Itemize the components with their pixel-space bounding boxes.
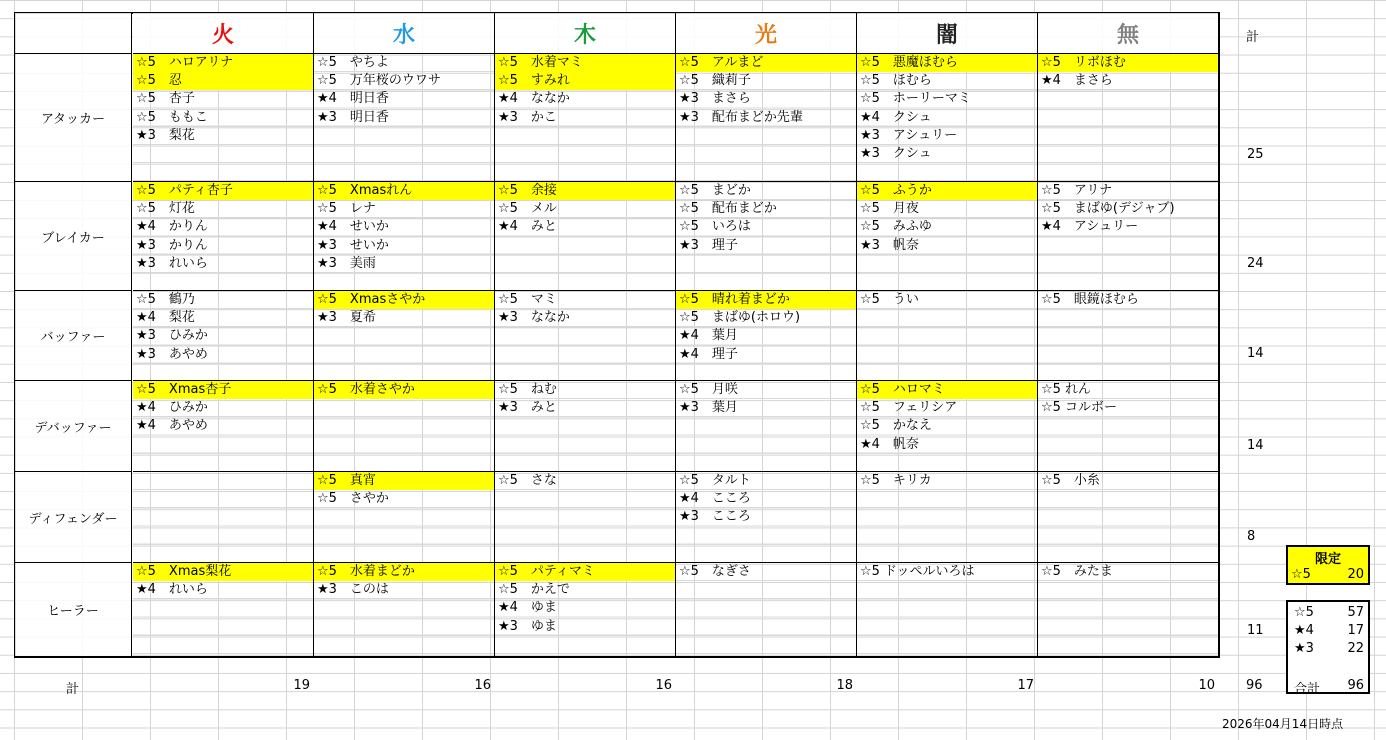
character-entry: ★3 れいら — [136, 255, 208, 271]
character-entry: ★4 こころ — [679, 491, 751, 507]
roster-cell — [314, 291, 495, 381]
character-entry: ★4 梨花 — [136, 310, 195, 326]
roster-cell — [133, 472, 314, 563]
character-entry: ★4 理子 — [679, 346, 738, 362]
roster-cell — [495, 381, 676, 472]
character-entry: ☆5 ハロアリナ — [133, 54, 313, 72]
as-of-date: 2026年04月14日時点 — [1222, 717, 1344, 731]
character-entry: ★4 ゆま — [498, 600, 557, 616]
character-entry: ★4 アシュリー — [1041, 219, 1139, 235]
character-entry: ★3 せいか — [317, 237, 389, 253]
roster-cell — [857, 54, 1038, 182]
attribute-total: 18 — [836, 678, 853, 693]
role-header: ヒーラー — [15, 563, 132, 657]
summary-total-count: 96 — [1347, 678, 1364, 693]
summary-total-label: 合計 — [1294, 682, 1321, 697]
character-entry: ☆5 アルまど — [676, 54, 856, 72]
character-entry: ☆5 まどか — [679, 183, 751, 198]
roster-cell — [857, 563, 1038, 657]
summary-count: 57 — [1347, 605, 1364, 620]
roster-cell — [676, 182, 857, 291]
character-entry: ★4 葉月 — [679, 328, 738, 344]
roster-cell — [495, 472, 676, 563]
role-total: 14 — [1247, 438, 1264, 453]
character-entry: ★3 このは — [317, 582, 389, 598]
character-entry: ☆5 れん — [1041, 382, 1092, 397]
character-entry: ☆5 Xmas梨花 — [133, 563, 313, 581]
roster-cell — [1038, 563, 1219, 657]
footer-total-label: 計 — [66, 682, 80, 697]
corner-cell — [15, 13, 132, 54]
character-entry: ★4 明日香 — [317, 91, 389, 107]
attribute-header: 無 — [1038, 13, 1219, 54]
character-entry: ☆5 ドッペルいろは — [860, 564, 975, 579]
roster-cell — [676, 291, 857, 381]
character-entry: ★3 夏希 — [317, 310, 376, 326]
character-entry: ★3 アシュリー — [860, 127, 958, 143]
character-entry: ☆5 かえで — [498, 582, 570, 598]
attribute-total: 16 — [655, 678, 672, 693]
character-entry: ★3 明日香 — [317, 109, 389, 125]
character-entry: ★3 梨花 — [136, 127, 195, 143]
roster-cell — [676, 563, 857, 657]
roster-cell — [676, 54, 857, 182]
character-entry: ☆5 小糸 — [1041, 473, 1100, 488]
attribute-header: 火 — [133, 13, 314, 54]
roster-cell — [314, 563, 495, 657]
character-entry: ☆5 ねむ — [498, 382, 557, 397]
character-entry: ★3 ななか — [498, 310, 570, 326]
attribute-header: 闇 — [857, 13, 1038, 54]
roster-cell — [495, 54, 676, 182]
summary-count: 22 — [1347, 641, 1364, 656]
character-entry: ★3 美雨 — [317, 255, 376, 271]
character-entry: ☆5 タルト — [679, 473, 751, 488]
character-entry: ☆5 鶴乃 — [136, 292, 195, 307]
character-entry: ★3 あやめ — [136, 346, 208, 362]
character-entry: ☆5 みたま — [1041, 564, 1113, 579]
character-entry: ☆5 かなえ — [860, 418, 932, 434]
total-column-header: 計 — [1246, 30, 1260, 45]
character-entry: ☆5 すみれ — [495, 72, 675, 90]
character-entry: ☆5 みふゆ — [860, 219, 932, 235]
character-entry: ★4 クシュ — [860, 109, 932, 125]
roster-cell — [676, 381, 857, 472]
character-entry: ☆5 まばゆ(デジャブ) — [1041, 201, 1175, 217]
summary-star: ★3 — [1294, 641, 1314, 656]
character-entry: ☆5 フェリシア — [860, 400, 958, 416]
roster-cell — [495, 182, 676, 291]
character-entry: ☆5 まばゆ(ホロウ) — [679, 310, 801, 326]
roster-cell — [314, 182, 495, 291]
character-entry: ☆5 眼鏡ほむら — [1041, 292, 1139, 307]
character-entry: ☆5 忍 — [133, 72, 313, 90]
roster-cell — [857, 472, 1038, 563]
character-entry: ★3 まさら — [679, 91, 751, 107]
grand-total: 96 — [1246, 678, 1263, 693]
character-entry: ☆5 うい — [860, 292, 919, 307]
attribute-header: 水 — [314, 13, 495, 54]
character-entry: ☆5 なぎさ — [679, 564, 751, 579]
attribute-header: 木 — [495, 13, 676, 54]
character-entry: ☆5 パティマミ — [495, 563, 675, 581]
roster-cell — [314, 472, 495, 563]
character-entry: ☆5 水着マミ — [495, 54, 675, 72]
attribute-total: 19 — [293, 678, 310, 693]
character-entry: ★3 かこ — [498, 109, 557, 125]
character-entry: ☆5 コルボー — [1041, 400, 1118, 416]
character-entry: ☆5 織莉子 — [679, 73, 751, 89]
character-entry: ☆5 Xmasれん — [314, 182, 494, 200]
character-entry: ☆5 マミ — [498, 292, 557, 307]
roster-cell — [857, 291, 1038, 381]
summary-box — [1286, 600, 1370, 697]
roster-cell — [1038, 472, 1219, 563]
character-entry: ★4 まさら — [1041, 73, 1113, 89]
character-entry: ☆5 パティ杏子 — [133, 182, 313, 200]
summary-star: ★4 — [1294, 623, 1314, 638]
character-entry: ☆5 レナ — [317, 201, 376, 217]
roster-cell — [133, 54, 314, 182]
character-entry: ★4 れいら — [136, 582, 208, 598]
character-entry: ☆5 ふうか — [857, 182, 1037, 200]
attribute-total: 17 — [1017, 678, 1034, 693]
limited-box — [1286, 545, 1370, 585]
character-entry: ☆5 月夜 — [860, 201, 919, 217]
roster-cell — [133, 563, 314, 657]
character-entry: ☆5 晴れ着まどか — [676, 291, 856, 309]
role-total: 8 — [1247, 529, 1256, 544]
character-entry: ★4 ひみか — [136, 400, 208, 416]
character-entry: ☆5 やちよ — [317, 55, 389, 70]
character-entry: ☆5 キリカ — [860, 473, 932, 488]
character-entry: ☆5 余接 — [495, 182, 675, 200]
character-entry: ☆5 ハロマミ — [857, 381, 1037, 399]
roster-cell — [133, 291, 314, 381]
attribute-header: 光 — [676, 13, 857, 54]
character-entry: ★3 理子 — [679, 237, 738, 253]
limited-title: 限定 — [1314, 552, 1341, 567]
role-total: 25 — [1247, 147, 1264, 162]
character-entry: ★3 かりん — [136, 237, 208, 253]
character-entry: ☆5 水着さやか — [314, 381, 494, 399]
character-entry: ★4 みと — [498, 219, 557, 235]
roster-cell — [1038, 381, 1219, 472]
limited-count: 20 — [1347, 567, 1364, 582]
roster-cell — [495, 563, 676, 657]
character-entry: ☆5 いろは — [679, 219, 751, 235]
character-entry: ★3 こころ — [679, 509, 751, 525]
summary-star: ☆5 — [1294, 605, 1314, 620]
roster-cell — [857, 381, 1038, 472]
character-entry: ★3 配布まどか先輩 — [679, 109, 803, 125]
character-entry: ★4 あやめ — [136, 418, 208, 434]
character-entry: ★4 せいか — [317, 219, 389, 235]
character-entry: ☆5 リボほむ — [1038, 54, 1218, 72]
role-header: バッファー — [15, 291, 132, 381]
roster-cell — [676, 472, 857, 563]
summary-count: 17 — [1347, 623, 1364, 638]
character-entry: ★3 みと — [498, 400, 557, 416]
character-entry: ★3 帆奈 — [860, 237, 919, 253]
character-entry: ☆5 水着まどか — [314, 563, 494, 581]
role-header: デバッファー — [15, 381, 132, 472]
role-header: アタッカー — [15, 54, 132, 182]
roster-cell — [314, 381, 495, 472]
character-entry: ★4 帆奈 — [860, 436, 919, 452]
character-entry: ☆5 月咲 — [679, 382, 738, 397]
character-entry: ★3 葉月 — [679, 400, 738, 416]
roster-cell — [1038, 291, 1219, 381]
roster-cell — [133, 182, 314, 291]
attribute-total: 16 — [474, 678, 491, 693]
attribute-total: 10 — [1198, 678, 1215, 693]
role-header: ブレイカー — [15, 182, 132, 291]
character-entry: ☆5 ももこ — [136, 109, 208, 125]
character-entry: ☆5 灯花 — [136, 201, 195, 217]
roster-cell — [133, 381, 314, 472]
character-entry: ☆5 Xmas杏子 — [133, 381, 313, 399]
character-entry: ☆5 真宵 — [314, 472, 494, 490]
limited-star: ☆5 — [1291, 567, 1311, 582]
character-entry: ★4 かりん — [136, 219, 208, 235]
character-entry: ☆5 メル — [498, 201, 557, 217]
character-entry: ☆5 万年桜のウワサ — [317, 73, 441, 89]
roster-cell — [1038, 54, 1219, 182]
character-entry: ★3 クシュ — [860, 145, 932, 161]
character-entry: ☆5 杏子 — [136, 91, 195, 107]
character-entry: ☆5 Xmasさやか — [314, 291, 494, 309]
role-total: 11 — [1247, 623, 1264, 638]
character-entry: ☆5 ホーリーマミ — [860, 91, 971, 107]
character-entry: ☆5 さな — [498, 473, 557, 488]
character-entry: ☆5 アリナ — [1041, 183, 1113, 198]
character-entry: ☆5 ほむら — [860, 73, 932, 89]
role-header: ディフェンダー — [15, 472, 132, 563]
character-entry: ★4 ななか — [498, 91, 570, 107]
role-total: 24 — [1247, 256, 1264, 271]
roster-cell — [495, 291, 676, 381]
character-entry: ★3 ゆま — [498, 618, 557, 634]
roster-cell — [1038, 182, 1219, 291]
roster-cell — [314, 54, 495, 182]
character-entry: ☆5 配布まどか — [679, 201, 777, 217]
character-entry: ☆5 悪魔ほむら — [857, 54, 1037, 72]
role-total: 14 — [1247, 346, 1264, 361]
character-entry: ★3 ひみか — [136, 328, 208, 344]
character-entry: ☆5 さやか — [317, 491, 389, 507]
roster-cell — [857, 182, 1038, 291]
